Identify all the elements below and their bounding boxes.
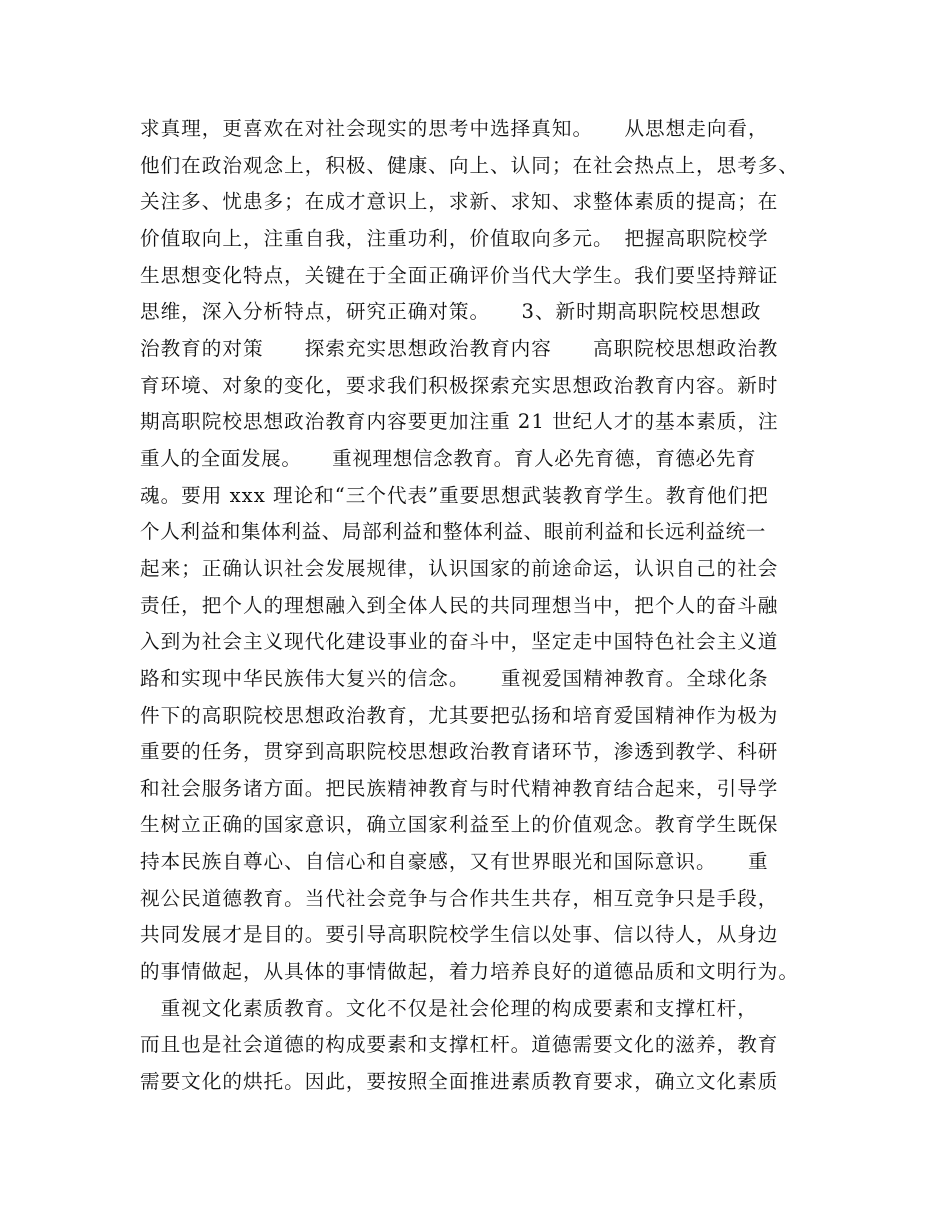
text-line: 重要的任务，贯穿到高职院校思想政治教育诸环节，渗透到教学、科研 — [140, 740, 779, 764]
text-line: 入到为社会主义现代化建设事业的奋斗中，坚定走中国特色社会主义道 — [140, 630, 779, 654]
text-line: 生树立正确的国家意识，确立国家利益至上的价值观念。教育学生既保 — [140, 813, 779, 837]
text-line: 责任，把个人的理想融入到全体人民的共同理想当中，把个人的奋斗融 — [140, 593, 779, 617]
text-line: 和社会服务诸方面。把民族精神教育与时代精神教育结合起来，引导学 — [140, 776, 779, 800]
text-line: 求真理，更喜欢在对社会现实的思考中选择真知。 从思想走向看， — [140, 117, 769, 140]
text-line: 价值取向上，注重自我，注重功利，价值取向多元。 把握高职院校学 — [140, 226, 769, 250]
text-line: 需要文化的烘托。因此，要按照全面推进素质教育要求，确立文化素质 — [140, 1070, 779, 1094]
text-line: 共同发展才是目的。要引导高职院校学生信以处事、信以待人，从身边 — [140, 923, 779, 947]
text-line: 重视文化素质教育。文化不仅是社会伦理的构成要素和支撑杠杆， — [140, 996, 758, 1020]
text-line: 关注多、忧患多；在成才意识上，求新、求知、求整体素质的提高；在 — [140, 190, 779, 214]
text-line: 他们在政治观念上，积极、健康、向上、认同；在社会热点上，思考多、 — [140, 153, 799, 177]
text-line: 个人利益和集体利益、局部利益和整体利益、眼前利益和长远利益统一 — [140, 520, 767, 544]
text-line: 起来；正确认识社会发展规律，认识国家的前途命运，认识自己的社会 — [140, 556, 779, 580]
text-line: 魂。要用 xxx 理论和“三个代表”重要思想武装教育学生。教育他们把 — [140, 483, 769, 507]
text-line: 生思想变化特点，关键在于全面正确评价当代大学生。我们要坚持辩证 — [140, 263, 779, 287]
text-line: 持本民族自尊心、自信心和自豪感，又有世界眼光和国际意识。 重 — [140, 850, 769, 874]
text-line: 而且也是社会道德的构成要素和支撑杠杆。道德需要文化的滋养，教育 — [140, 1033, 779, 1057]
text-line: 件下的高职院校思想政治教育，尤其要把弘扬和培育爱国精神作为极为 — [140, 703, 779, 727]
text-line: 育环境、对象的变化，要求我们积极探索充实思想政治教育内容。新时 — [140, 373, 779, 397]
text-line: 期高职院校思想政治教育内容要更加注重 21 世纪人才的基本素质，注 — [140, 410, 779, 434]
text-line: 视公民道德教育。当代社会竞争与合作共生共存，相互竞争只是手段， — [140, 886, 779, 910]
text-line: 路和实现中华民族伟大复兴的信念。 重视爱国精神教育。全球化条 — [140, 666, 769, 690]
text-line: 思维，深入分析特点，研究正确对策。 3、新时期高职院校思想政 — [140, 300, 762, 324]
text-line: 的事情做起，从具体的事情做起，着力培养良好的道德品质和文明行为。 — [140, 960, 799, 984]
text-line: 重人的全面发展。 重视理想信念教育。育人必先育德，育德必先育 — [140, 446, 757, 470]
body-text — [140, 111, 830, 1101]
text-line: 治教育的对策 探索充实思想政治教育内容 高职院校思想政治教 — [140, 336, 779, 360]
